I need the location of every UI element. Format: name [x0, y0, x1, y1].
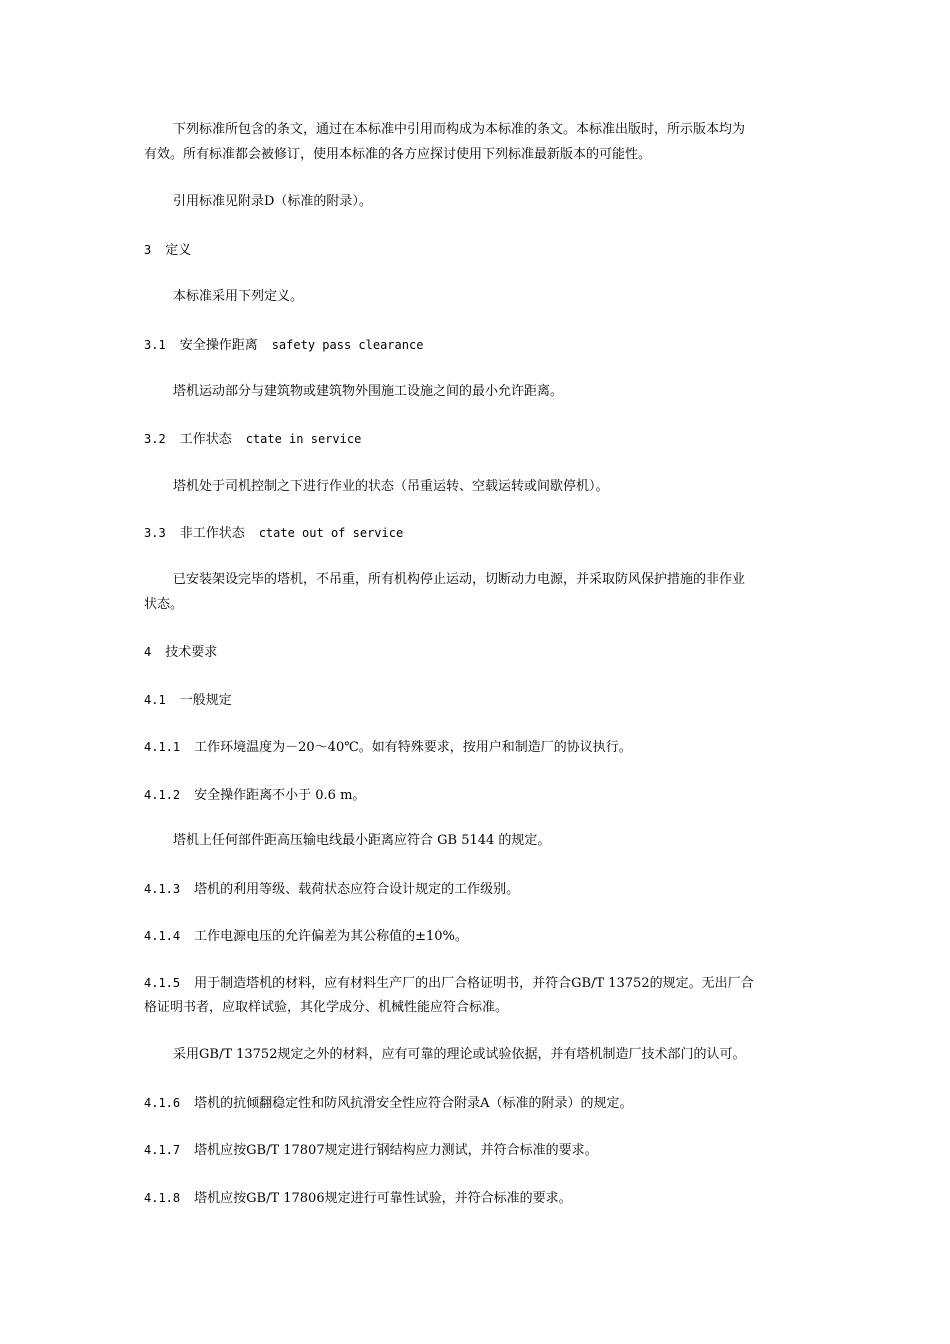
clause-number: 4.1.7 [144, 1143, 181, 1157]
section-title: 定义 [165, 243, 192, 258]
clause-text: 工作电源电压的允许偏差为其公称值的±10%。 [194, 929, 468, 944]
clause-3-3-definition-line2: 状态。 [144, 597, 184, 612]
clause-number: 4.1 [144, 693, 166, 707]
clause-4-1-2-note: 塔机上任何部件距高压输电线最小距离应符合 GB 5144 的规定。 [173, 833, 551, 848]
clause-english-term: ctate out of service [258, 526, 404, 540]
clause-text: 塔机应按GB/T 17807规定进行钢结构应力测试，并符合标准的要求。 [194, 1143, 598, 1158]
clause-english-term: ctate in service [245, 432, 362, 446]
clause-4-1-7 [144, 1138, 810, 1163]
clause-4-1-5-line1 [144, 971, 810, 996]
clause-3-3-definition-line1: 已安装架设完毕的塔机，不吊重，所有机构停止运动，切断动力电源，并采取防风保护措施的非作业 [173, 572, 746, 587]
clause-number: 4.1.8 [144, 1191, 181, 1205]
clause-number: 3.3 [144, 526, 166, 540]
clause-4-1-3 [144, 877, 810, 902]
clause-number: 4.1.5 [144, 976, 181, 990]
clause-3-2-heading [144, 427, 810, 452]
clause-text: 塔机的利用等级、载荷状态应符合设计规定的工作级别。 [194, 882, 520, 897]
clause-text: 塔机的抗倾翻稳定性和防风抗滑安全性应符合附录A（标准的附录）的规定。 [194, 1096, 633, 1111]
clause-title: 工作状态 [179, 432, 232, 447]
section-number: 3 [144, 243, 152, 257]
paragraph-reference-appendix: 引用标准见附录D（标准的附录）。 [173, 194, 372, 209]
clause-title: 一般规定 [179, 693, 232, 708]
clause-4-1-2 [144, 783, 810, 808]
clause-text: 工作环境温度为－20～40℃。如有特殊要求，按用户和制造厂的协议执行。 [194, 740, 632, 755]
clause-4-1-5-line2: 格证明书者，应取样试验，其化学成分、机械性能应符合标准。 [144, 1000, 509, 1015]
clause-3-2-definition: 塔机处于司机控制之下进行作业的状态（吊重运转、空载运转或间歇停机）。 [173, 479, 609, 494]
clause-number: 4.1.6 [144, 1096, 181, 1110]
section-3-intro: 本标准采用下列定义。 [173, 289, 304, 304]
clause-number: 4.1.4 [144, 929, 181, 943]
clause-number: 3.2 [144, 432, 166, 446]
clause-4-1-8 [144, 1186, 810, 1211]
section-4-heading [144, 640, 810, 665]
clause-text: 塔机应按GB/T 17806规定进行可靠性试验，并符合标准的要求。 [194, 1191, 572, 1206]
clause-title: 安全操作距离 [179, 338, 258, 353]
clause-3-1-heading [144, 333, 810, 358]
clause-4-1-6 [144, 1091, 810, 1116]
clause-number: 4.1.1 [144, 740, 181, 754]
clause-3-3-heading [144, 521, 810, 546]
clause-text: 安全操作距离不小于 0.6 m。 [194, 788, 366, 803]
section-number: 4 [144, 645, 152, 659]
clause-title: 非工作状态 [179, 526, 245, 541]
clause-number: 3.1 [144, 338, 166, 352]
clause-english-term: safety pass clearance [271, 338, 424, 352]
paragraph-normative-references-line1: 下列标准所包含的条文，通过在本标准中引用而构成为本标准的条文。本标准出版时，所示版本均为 [173, 122, 746, 137]
clause-4-1-4 [144, 924, 810, 949]
clause-4-1-1 [144, 735, 810, 760]
clause-4-1-heading [144, 688, 810, 713]
clause-3-1-definition: 塔机运动部分与建筑物或建筑物外围施工设施之间的最小允许距离。 [173, 384, 564, 399]
paragraph-normative-references-line2: 有效。所有标准都会被修订，使用本标准的各方应探讨使用下列标准最新版本的可能性。 [144, 147, 652, 162]
clause-number: 4.1.3 [144, 882, 181, 896]
clause-text: 用于制造塔机的材料，应有材料生产厂的出厂合格证明书，并符合GB/T 13752的规定。无出厂合 [194, 976, 754, 991]
clause-number: 4.1.2 [144, 788, 181, 802]
clause-4-1-5-note: 采用GB/T 13752规定之外的材料，应有可靠的理论或试验依据，并有塔机制造厂技术部门的认可。 [173, 1047, 746, 1062]
section-title: 技术要求 [165, 645, 218, 660]
section-3-heading [144, 238, 810, 263]
